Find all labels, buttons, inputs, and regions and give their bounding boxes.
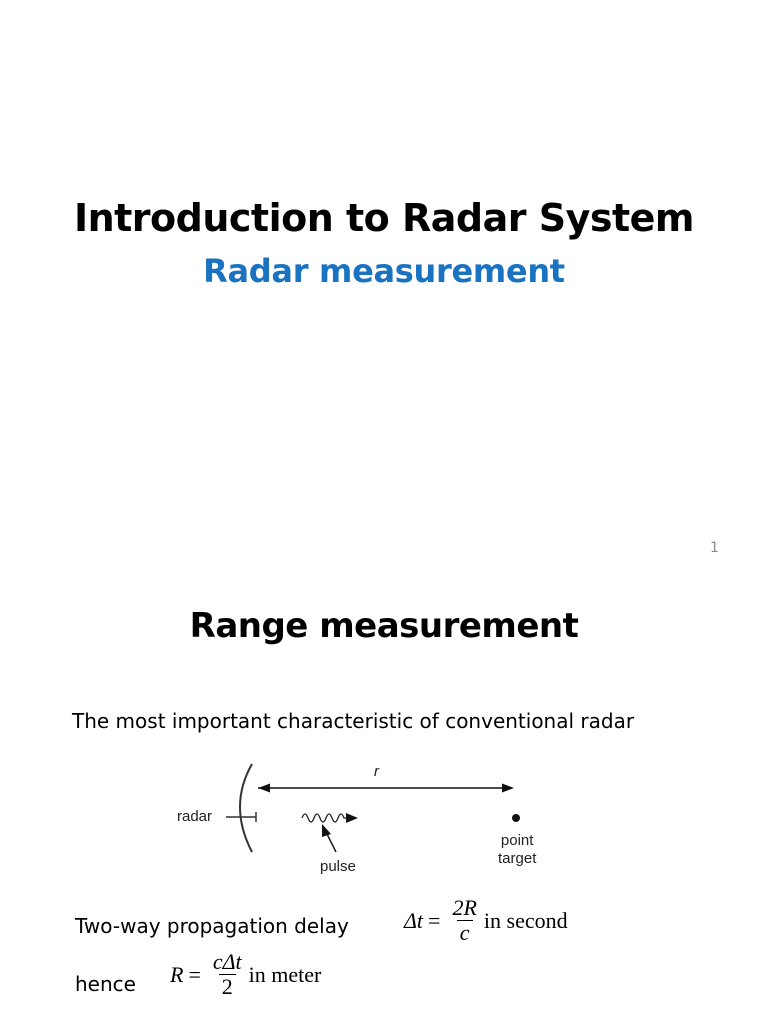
point-target-icon — [512, 814, 520, 822]
delay-label: Two-way propagation delay — [75, 914, 349, 938]
range-denominator: 2 — [219, 974, 236, 999]
delay-equals: = — [428, 907, 441, 933]
slide-subtitle: Radar measurement — [203, 252, 565, 290]
delay-unit: in second — [483, 907, 568, 933]
radar-dish-icon — [240, 764, 252, 852]
range-unit: in meter — [248, 961, 322, 987]
pulse-wave-icon — [302, 814, 350, 822]
range-equation — [170, 950, 321, 999]
hence-label: hence — [75, 972, 136, 996]
page-number: 1 — [710, 540, 719, 556]
pulse-pointer-head — [322, 824, 331, 837]
range-equals: = — [188, 961, 201, 987]
delay-denominator: c — [457, 920, 473, 945]
slide-title: Range measurement — [189, 606, 579, 646]
point-target-label-line1: point — [500, 832, 534, 849]
range-measurement-slide — [0, 576, 768, 1024]
radar-label: radar — [177, 808, 213, 825]
point-target-label — [498, 832, 536, 868]
point-target-label-line2: target — [498, 850, 537, 867]
range-lhs: R — [170, 961, 184, 987]
slide-title: Introduction to Radar System — [73, 196, 695, 240]
intro-text: The most important characteristic of conventional radar — [72, 709, 635, 733]
pulse-arrow-head — [346, 813, 358, 823]
range-fraction — [210, 950, 245, 999]
delay-numerator: 2R — [452, 895, 477, 920]
pulse-label: pulse — [320, 858, 356, 875]
range-arrow-left-head — [258, 784, 270, 793]
radar-range-diagram — [160, 754, 580, 884]
range-label: r — [374, 763, 379, 780]
range-arrow-right-head — [502, 784, 514, 793]
delay-lhs: Δt — [404, 907, 424, 933]
delay-equation — [404, 896, 568, 945]
delay-fraction — [449, 896, 479, 945]
range-numerator: cΔt — [212, 949, 242, 974]
